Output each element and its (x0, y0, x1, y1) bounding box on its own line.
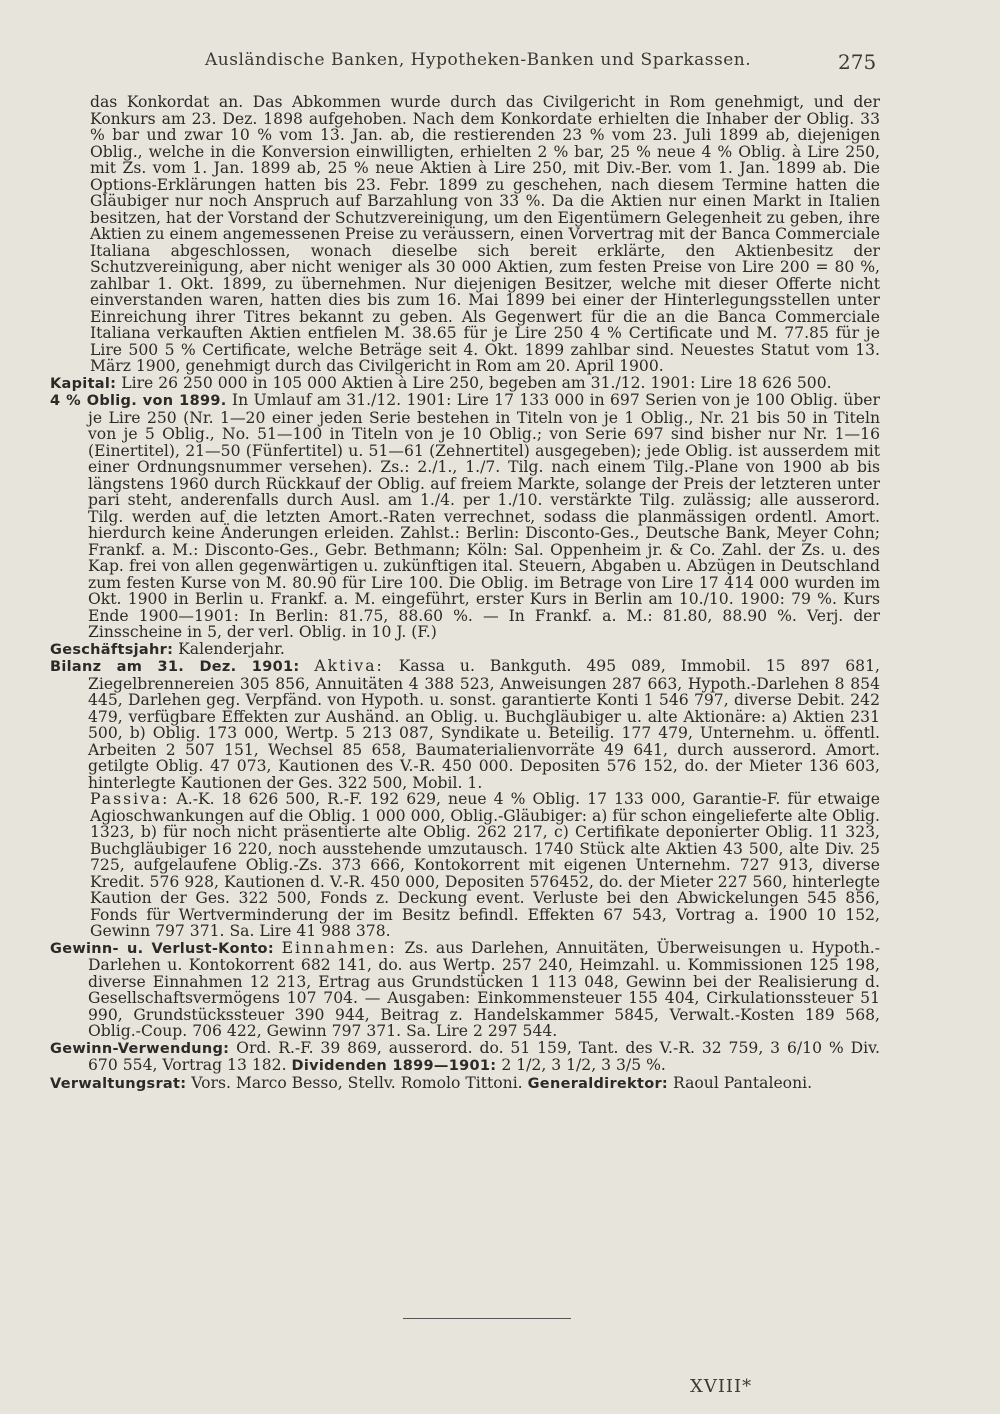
end-rule (403, 1318, 571, 1319)
section-heading: Gewinn-Verwendung: (50, 1040, 230, 1057)
section-text: A.-K. 18 626 500, R.-F. 192 629, neue 4 % Oblig. 17 133 000, Garantie-F. für etwaige Agioschwankungen auf die Oblig. 1 000 000, Oblig.-Gläubiger: a) für schon eingelieferte alte Oblig. 1323, b) für noch nicht präsentierte alte Oblig. 262 217, c) Certifikate deponierter Oblig. 11 323, Buchgläubiger 16 220, noch ausstehende umzutausch. 1740 Stück alte Aktien 43 500, alte Div. 25 725, aufgelaufene Oblig.-Zs. 373 666, Kontokorrent mit eigenen Unternehm. 727 913, diverse Kredit. 576 928, Kautionen d. V.-R. 450 000, Depositen 576452, do. der Mieter 227 560, hinterlegte Kaution der Ges. 322 500, Fonds z. Deckung event. Verluste bei den Abwickelungen 545 856, Fonds für Wertverminderung der im Besitz befindl. Effekten 67 543, Vortrag a. 1900 10 152, Gewinn 797 371. Sa. Lire 41 988 378. (90, 790, 880, 940)
page-number: 275 (838, 50, 877, 74)
section-subheading: Generaldirektor: (527, 1075, 669, 1092)
section-geschaeftsjahr (50, 641, 880, 659)
section-subtext: 2 1/2, 3 1/2, 3 3/5 %. (501, 1056, 666, 1074)
section-text: Kassa u. Bankguth. 495 089, Immobil. 15 897 681, Ziegelbrennereien 305 856, Annuitäten 4 388 523, Anweisungen 287 663, Hypoth.-Darlehen 8 854 445, Darlehen geg. Verpfänd. von Hypoth. u. sonst. garantierte Konti 1 546 797, diverse Debit. 242 479, verfügbare Effekten zur Aushänd. an Oblig. u. Buchgläubiger u. alte Aktionäre: a) Aktien 231 500, b) Oblig. 173 000, Wertp. 5 213 087, Syndikate u. Beteilig. 177 479, Unternehm. u. öffentl. Arbeiten 2 507 151, Wechsel 85 658, Baumaterialienvorräte 49 641, durch ausserord. Amort. getilgte Oblig. 47 073, Kautionen des V.-R. 450 000. Depositen 576 152, do. der Mieter 136 603, hinterlegte Kautionen der Ges. 322 500, Mobil. 1. (88, 657, 880, 792)
section-bilanz-passiva (50, 791, 880, 940)
section-heading: Kapital: (50, 375, 117, 392)
section-text: In Umlauf am 31./12. 1901: Lire 17 133 000 in 697 Serien von je 100 Oblig. über je Lire 250 (Nr. 1—20 einer jeden Serie bestehen in Titeln von je 1 Oblig., Nr. 21 bis 50 in Titeln von je 5 Oblig., No. 51—100 in Titeln von je 10 Oblig.; von Serie 697 sind bisher nur Nr. 1—16 (Einertitel), 21—50 (Fünfertitel) u. 51—61 (Zehnertitel) ausgegeben); jede Oblig. ist ausserdem mit einer Ordnungsnummer versehen). Zs.: 2./1., 1./7. Tilg. nach einem Tilg.-Plane von 1900 ab bis längstens 1960 durch Rückkauf der Oblig. auf freiem Markte, solange der Preis der letzteren unter pari steht, anderenfalls durch Ausl. am 1./4. per 1./10. verstärkte Tilg. zulässig; alle ausserord. Tilg. werden auf die letzten Amort.-Raten verrechnet, sodass die planmässigen ordentl. Amort. hierdurch keine Änderungen erleiden. Zahlst.: Berlin: Disconto-Ges., Deutsche Bank, Meyer Cohn; Frankf. a. M.: Disconto-Ges., Gebr. Bethmann; Köln: Sal. Oppenheim jr. & Co. Zahl. der Zs. u. des Kap. frei von allen gegenwärtigen u. zukünftigen ital. Steuern, Abgaben u. Abzügen in Deutschland zum festen Kurse von M. 80.90 für Lire 100. Die Oblig. im Betrage von Lire 17 414 000 wurden im Okt. 1900 in Berlin u. Frankf. a. M. eingeführt, erster Kurs in Berlin am 10./10. 1900: 79 %. Kurs Ende 1900—1901: In Berlin: 81.75, 88.60 %. — In Frankf. a. M.: 81.80, 88.90 %. Verj. der Zinsscheine in 5, der verl. Oblig. in 10 J. (F.) (88, 391, 880, 641)
section-verwaltungsrat (50, 1075, 880, 1093)
section-text: Kalenderjahr. (178, 639, 285, 658)
page-body (50, 94, 880, 1092)
section-kapital (50, 375, 880, 393)
section-heading: 4 % Oblig. von 1899. (50, 393, 227, 409)
section-subheading: Dividenden 1899—1901: (291, 1058, 497, 1074)
section-gewinn-verwendung (50, 1040, 880, 1075)
section-heading: Bilanz am 31. Dez. 1901: (50, 659, 300, 675)
section-label: Einnahmen: (281, 938, 397, 957)
section-obligationen (50, 392, 880, 641)
section-subtext: Raoul Pantaleoni. (673, 1073, 813, 1092)
section-text: Lire 26 250 000 in 105 000 Aktien à Lire 250, begeben am 31./12. 1901: Lire 18 626 500. (121, 373, 832, 392)
section-heading: Gewinn- u. Verlust-Konto: (50, 940, 274, 957)
page-header (0, 50, 1000, 80)
section-bilanz-aktiva (50, 658, 880, 791)
intro-paragraph: das Konkordat an. Das Abkommen wurde durch das Civilgericht in Rom genehmigt, und der Konkurs am 23. Dez. 1898 aufgehoben. Nach dem Konkordate erhielten die Inhaber der Oblig. 33 % bar und zwar 10 % vom 13. Jan. ab, die restierenden 23 % vom 23. Juli 1899 ab, diejenigen Oblig., welche in die Konversion einwilligten, erhielten 2 % bar, 25 % neue 4 % Oblig. à Lire 250, mit Zs. vom 1. Jan. 1899 ab, 25 % neue Aktien à Lire 250, mit Div.-Ber. vom 1. Jan. 1899 ab. Die Options-Erklärungen hatten bis 23. Febr. 1899 zu geschehen, nach diesem Termine hatten die Gläubiger nur noch Anspruch auf Barzahlung von 33 %. Da die Aktien nur einen Markt in Italien besitzen, hat der Vorstand der Schutzvereinigung, um den Eigentümern Gelegenheit zu geben, ihre Aktien zu einem angemessenen Preise zu veräussern, einen Vorvertrag mit der Banca Commerciale Italiana abgeschlossen, wonach dieselbe sich bereit erklärte, den Aktienbesitz der Schutzvereinigung, aber nicht weniger als 30 000 Aktien, zum festen Preise von Lire 200 = 80 %, zahlbar 1. Okt. 1899, zu übernehmen. Nur diejenigen Besitzer, welche mit dieser Offerte nicht einverstanden waren, hatten dies bis zum 16. Mai 1899 bei einer der Hinterlegungsstellen unter Einreichung ihrer Titres bekannt zu geben. Als Gegenwert für die an die Banca Commerciale Italiana verkauften Aktien entfielen M. 38.65 für je Lire 250 4 % Certificate und M. 77.85 für je Lire 500 5 % Certificate, welche Beträge seit 4. Okt. 1899 zahlbar sind. Neuestes Statut vom 13. März 1900, genehmigt durch das Civilgericht in Rom am 20. April 1900. (90, 93, 880, 375)
section-label: Aktiva: (314, 657, 384, 675)
signature-mark: XVIII* (690, 1376, 753, 1397)
section-text: Ord. R.-F. 39 869, ausserord. do. 51 159, Tant. des V.-R. 32 759, 3 6/10 % Div. 670 554, Vortrag 13 182. (88, 1038, 880, 1074)
section-gewinn-verlust (50, 940, 880, 1040)
section-label: Passiva: (90, 790, 170, 808)
section-text: Zs. aus Darlehen, Annuitäten, Überweisungen u. Hypoth.-Darlehen u. Kontokorrent 682 141, do. aus Wertp. 257 240, Heimzahl. u. Kommissionen 125 198, diverse Einnahmen 12 213, Ertrag aus Grundstücken 1 113 048, Gewinn bei der Realisierung d. Gesellschaftsvermögens 107 704. — Ausgaben: Einkommensteuer 155 404, Cirkulationssteuer 51 990, Grundstückssteuer 390 944, Beitrag z. Handelskammer 5845, Verwalt.-Kosten 189 568, Oblig.-Coup. 706 422, Gewinn 797 371. Sa. Lire 2 297 544. (88, 938, 880, 1040)
section-heading: Geschäftsjahr: (50, 641, 174, 658)
section-heading: Verwaltungsrat: (50, 1075, 187, 1092)
section-text: Vors. Marco Besso, Stellv. Romolo Tittoni. (191, 1073, 523, 1092)
running-title: Ausländische Banken, Hypotheken-Banken und Sparkassen. (205, 50, 752, 70)
